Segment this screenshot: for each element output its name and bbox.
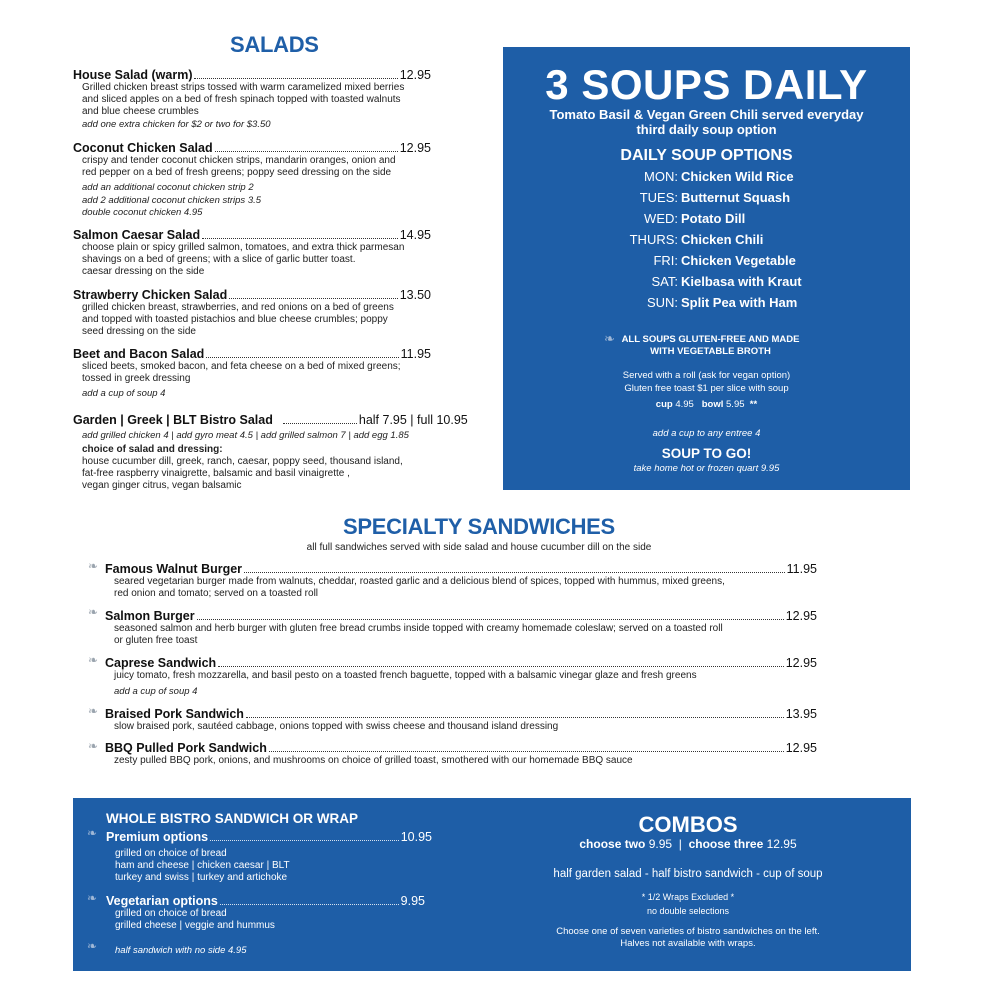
item-name: Strawberry Chicken Salad	[73, 288, 228, 302]
dot-leader	[246, 717, 784, 718]
item-name: BBQ Pulled Pork Sandwich	[105, 741, 267, 755]
dot-leader	[210, 840, 399, 841]
soup-panel	[503, 47, 910, 490]
item-description: seasoned salmon and herb burger with gluten free bread crumbs inside topped with creamy homemade coleslaw; served on a toasted roll or gluten free toast	[114, 623, 723, 647]
daily-options-title: DAILY SOUP OPTIONS	[620, 147, 793, 164]
day-label: WED:	[644, 211, 678, 226]
no-double-note: no double selections	[646, 906, 730, 916]
wheat-icon: ❧	[88, 559, 99, 573]
dressing-label: choice of salad and dressing:	[82, 443, 223, 455]
day-label: MON:	[644, 169, 678, 184]
wheat-icon: ❧	[87, 826, 98, 840]
dot-leader	[269, 751, 784, 752]
item-description: grilled on choice of bread ham and cheese | chicken caesar | BLT turkey and swiss | turkey and artichoke	[115, 848, 290, 884]
item-name: Garden | Greek | BLT Bistro Salad	[73, 413, 273, 427]
day-label: THURS:	[629, 232, 678, 247]
day-label: FRI:	[653, 253, 678, 268]
item-price: 12.95	[399, 68, 431, 82]
item-name: Famous Walnut Burger	[105, 562, 243, 576]
item-description: choose plain or spicy grilled salmon, tomatoes, and extra thick parmesan shavings on a bed of greens; with a slice of garlic butter toast. caesar dressing on the side	[82, 242, 405, 278]
wheat-icon: ❧	[88, 653, 99, 667]
add-cup-note: add a cup to any entree 4	[652, 428, 761, 439]
sandwiches-subtitle: all full sandwiches served with side salad and house cucumber dill on the side	[306, 542, 652, 553]
combo-options: half garden salad - half bistro sandwich - cup of soup	[553, 868, 823, 880]
wheat-icon: ❧	[87, 939, 98, 953]
item-description: crispy and tender coconut chicken strips, mandarin oranges, onion and red pepper on a bed of fresh greens; poppy seed dressing on the side	[82, 155, 396, 179]
item-price: 11.95	[786, 562, 817, 576]
soup-prices	[503, 399, 910, 410]
dot-leader	[202, 238, 398, 239]
combos-title: COMBOS	[638, 812, 738, 837]
menu-item-coconut-chicken-salad	[73, 141, 431, 220]
item-price: 10.95	[400, 830, 432, 844]
item-price: 13.50	[399, 288, 431, 302]
soup-to-go-title: SOUP TO GO!	[661, 446, 752, 461]
item-price: 11.95	[400, 347, 431, 361]
item-note: add one extra chicken for $2 or two for $3.50	[82, 118, 271, 130]
choose-varieties-note: Choose one of seven varieties of bistro sandwiches on the left. Halves not available with wraps.	[556, 926, 820, 949]
day-label: TUES:	[639, 190, 678, 205]
bistro-premium-options	[106, 830, 432, 885]
bistro-vegetarian-options	[106, 894, 425, 932]
half-sandwich-note: half sandwich with no side 4.95	[115, 945, 247, 956]
item-description: grilled on choice of bread grilled cheese | veggie and hummus	[115, 908, 275, 932]
wheat-icon: ❧	[87, 891, 98, 905]
menu-item-house-salad	[73, 68, 431, 131]
item-price: 12.95	[785, 609, 817, 623]
wraps-excluded-note: * 1/2 Wraps Excluded *	[641, 892, 735, 902]
dot-leader	[220, 904, 399, 905]
menu-item-braised-pork-sandwich	[105, 707, 817, 733]
wheat-icon: ❧	[88, 605, 99, 619]
cup-label: cup	[655, 399, 673, 410]
dot-leader	[244, 572, 785, 573]
wheat-icon: ❧	[88, 739, 99, 753]
item-price: 12.95	[399, 141, 431, 155]
choose-two-price: 9.95	[648, 837, 673, 851]
item-description: Grilled chicken breast strips tossed with warm caramelized mixed berries and sliced apples on a bed of fresh spinach topped with toasted walnuts and blue cheese crumbles	[82, 82, 405, 118]
menu-item-salmon-caesar-salad	[73, 228, 431, 279]
dot-leader	[218, 666, 784, 667]
menu-item-garden-greek-blt-salad	[73, 413, 473, 492]
item-name: Coconut Chicken Salad	[73, 141, 213, 155]
day-label: SUN:	[646, 295, 678, 310]
menu-item-salmon-burger	[105, 609, 817, 647]
item-price: half 7.95 | full 10.95	[358, 413, 468, 427]
soup-name: Chicken Vegetable	[681, 253, 796, 268]
gluten-free-note: ALL SOUPS GLUTEN-FREE AND MADE WITH VEGETABLE BROTH	[621, 334, 800, 357]
item-note: add an additional coconut chicken strip 2 add 2 additional coconut chicken strips 3.5 double coconut chicken 4.95	[82, 182, 262, 219]
soup-to-go-note: take home hot or frozen quart 9.95	[633, 463, 780, 474]
menu-item-caprese-sandwich	[105, 656, 817, 699]
item-description: grilled chicken breast, strawberries, and red onions on a bed of greens and topped with toasted pistachios and blue cheese crumbles; poppy seed dressing on the side	[82, 302, 394, 338]
menu-item-walnut-burger	[105, 562, 817, 600]
cup-price: 4.95	[675, 399, 694, 410]
item-addons: add grilled chicken 4 | add gyro meat 4.5 | add grilled salmon 7 | add egg 1.85	[82, 430, 409, 441]
wheat-icon: ❧	[604, 331, 615, 346]
soup-name: Potato Dill	[681, 211, 746, 226]
day-label: SAT:	[651, 274, 678, 289]
item-price: 12.95	[785, 741, 817, 755]
dressing-choices: house cucumber dill, greek, ranch, caesar, poppy seed, thousand island, fat-free raspberry vinaigrette, balsamic and basil vinaigrette , vegan ginger citrus, vegan balsamic	[82, 455, 403, 492]
bistro-combos-panel	[73, 798, 911, 971]
item-price: 13.95	[785, 707, 817, 721]
menu-item-beet-bacon-salad	[73, 347, 431, 401]
item-name: Caprese Sandwich	[105, 656, 217, 670]
soup-title: 3 SOUPS DAILY	[545, 61, 868, 108]
menu-item-strawberry-chicken-salad	[73, 288, 431, 339]
soup-subtitle: Tomato Basil & Vegan Green Chili served everyday third daily soup option	[549, 107, 864, 137]
dot-leader	[229, 298, 397, 299]
item-price: 14.95	[399, 228, 431, 242]
item-description: zesty pulled BBQ pork, onions, and mushrooms on choice of grilled toast, smothered with our homemade BBQ sauce	[114, 755, 633, 766]
dot-leader	[197, 619, 784, 620]
item-description: seared vegetarian burger made from walnuts, cheddar, roasted garlic and a delicious blend of spices, topped with hummus, mixed greens, red onion and tomato; served on a toasted roll	[114, 576, 725, 600]
choose-two-label: choose two	[579, 837, 646, 851]
bowl-price: 5.95	[726, 399, 745, 410]
soup-name: Split Pea with Ham	[681, 295, 798, 310]
wheat-icon: ❧	[88, 704, 99, 718]
sandwiches-title: SPECIALTY SANDWICHES	[343, 514, 615, 539]
item-name: House Salad (warm)	[73, 68, 193, 82]
bistro-title: WHOLE BISTRO SANDWICH OR WRAP	[106, 811, 358, 826]
menu-item-bbq-pulled-pork-sandwich	[105, 741, 817, 767]
item-price: 12.95	[785, 656, 817, 670]
item-description: juicy tomato, fresh mozzarella, and basil pesto on a toasted french baguette, topped with a balsamic vinegar glaze and fresh greens	[114, 670, 697, 681]
choose-three-price: 12.95	[766, 837, 797, 851]
item-description: sliced beets, smoked bacon, and feta cheese on a bed of mixed greens; tossed in greek dressing	[82, 361, 401, 385]
soup-name: Kielbasa with Kraut	[681, 274, 802, 289]
item-name: Salmon Caesar Salad	[73, 228, 201, 242]
dot-leader	[283, 423, 357, 424]
served-note: Served with a roll (ask for vegan option) Gluten free toast $1 per slice with soup	[622, 370, 791, 394]
item-name: Vegetarian options	[106, 894, 218, 908]
choose-three-label: choose three	[688, 837, 764, 851]
item-name: Beet and Bacon Salad	[73, 347, 205, 361]
item-price: 9.95	[400, 894, 425, 908]
salads-title: SALADS	[230, 32, 319, 57]
item-name: Braised Pork Sandwich	[105, 707, 244, 721]
dot-leader	[206, 357, 398, 358]
dot-leader	[194, 78, 397, 79]
item-note: add a cup of soup 4	[114, 686, 198, 698]
soup-name: Butternut Squash	[681, 190, 791, 205]
item-name: Salmon Burger	[105, 609, 195, 623]
item-description: slow braised pork, sautéed cabbage, onions topped with swiss cheese and thousand island dressing	[114, 721, 559, 732]
combos-pricing	[503, 837, 873, 851]
dot-leader	[215, 151, 398, 152]
soup-name: Chicken Chili	[681, 232, 764, 247]
pipe-separator: |	[675, 837, 686, 851]
bowl-label: bowl	[701, 399, 724, 410]
soup-name: Chicken Wild Rice	[681, 169, 794, 184]
item-note: add a cup of soup 4	[82, 388, 166, 400]
item-name: Premium options	[106, 830, 209, 844]
stars: **	[749, 399, 758, 410]
